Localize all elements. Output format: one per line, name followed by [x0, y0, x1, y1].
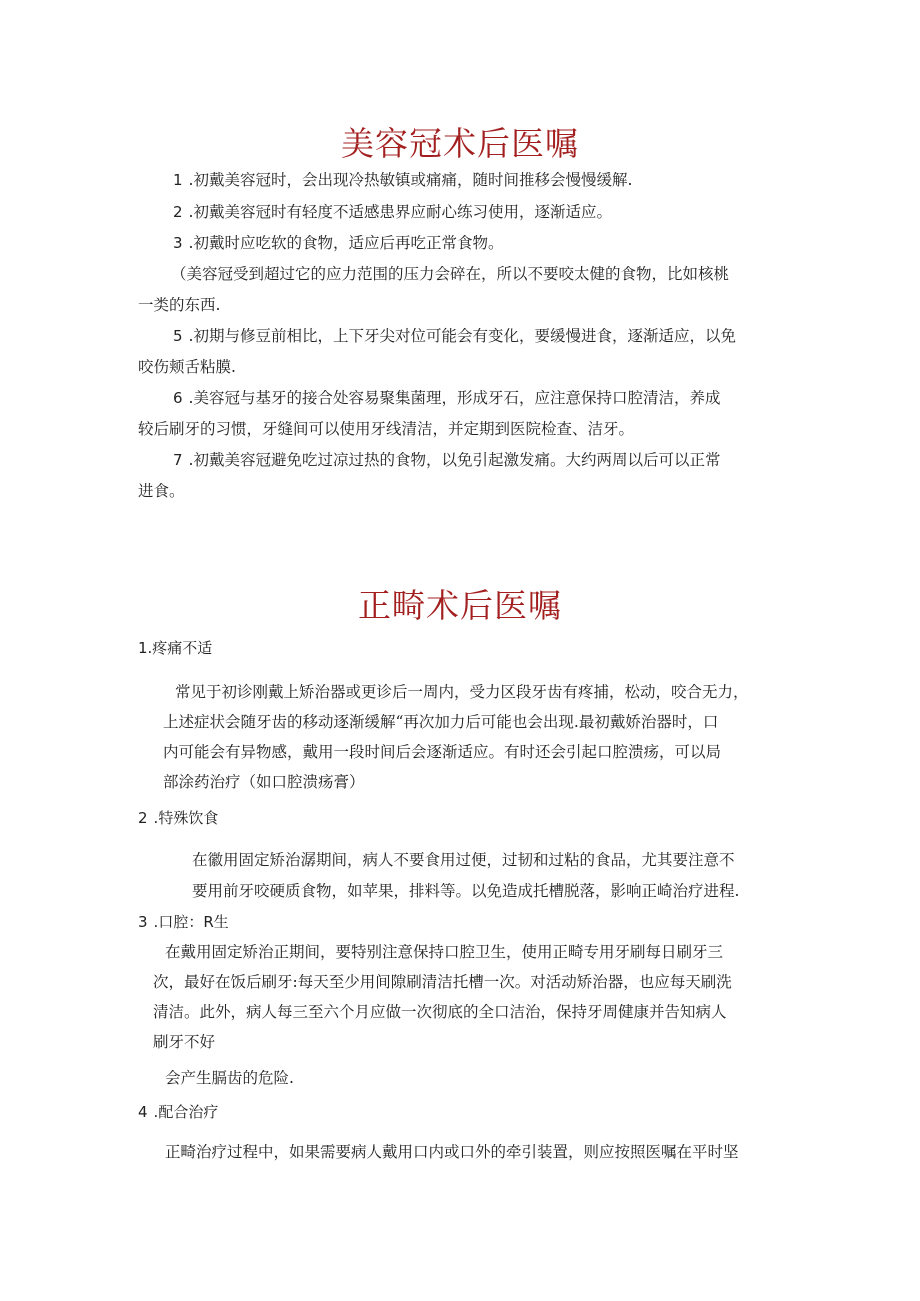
s1-item5-line1: 5 .初期与修豆前相比，上下牙尖对位可能会有变化，要缓慢进食，逐渐适应，以免 [173, 327, 736, 345]
s2-p2-line1: 在徽用固定矫治潺期间，病人不要食用过便，过韧和过粘的食品，尤其要注意不 [192, 851, 735, 869]
s1-item2-line1: 2 .初戴美容冠时有轻度不适感患界应耐心练习使用，逐渐适应。 [173, 203, 612, 221]
s1-item7-line2: 进食。 [138, 482, 185, 500]
s1-item1-line1: 1 .初戴美容冠时，会出现冷热敏镇或痛痛，随时间推移会慢慢缓解. [173, 171, 633, 189]
s2-p1-line3: 内可能会有异物感，戴用一段时间后会逐渐适应。有时还会引起口腔溃疡，可以局 [163, 743, 722, 761]
s2-p3-line4: 刷牙不好 [153, 1033, 216, 1051]
s1-item6-line1: 6 .美容冠与基牙的接合处容易聚集菌理，形成牙石，应注意保持口腔清洁，养成 [173, 389, 721, 407]
section2-title: 正畸术后医嘱 [358, 586, 562, 625]
s1-item5-line2: 咬伤颊舌粘膜. [138, 358, 236, 376]
s2-heading4: 4 .配合治疗 [138, 1103, 219, 1121]
s1-item3-line1: 3 .初戴时应吃软的食物，适应后再吃正常食物。 [173, 234, 504, 252]
s2-p1-line1: 常见于初诊刚戴上矫治器或更诊后一周内，受力区段牙齿有疼捕，松动，咬合无力， [175, 683, 749, 701]
s2-heading2: 2 .特殊饮食 [138, 809, 219, 827]
s1-item6-line2: 较后刷牙的习惯，牙缝间可以使用牙线清洁，并定期到医院检查、洁牙。 [138, 420, 635, 438]
s2-p2-line2: 要用前牙咬硬质食物，如苹果，排料等。以免造成托槽脱落，影响正崎治疗进程. [192, 882, 740, 900]
section1-title: 美容冠术后医嘱 [341, 124, 579, 163]
s2-p4-line1: 正畸治疗过程中，如果需要病人戴用口内或口外的牵引装置，则应按照医嘱在平时坚 [165, 1143, 739, 1161]
s2-p3-line5: 会产生膈齿的危险. [165, 1069, 294, 1087]
s1-item7-line1: 7 .初戴美容冠避免吃过凉过热的食物，以免引起激发痛。大约两周以后可以正常 [173, 451, 721, 469]
s1-item5-num: 5 [173, 327, 183, 345]
s2-p1-line4: 部涂药治疗（如口腔溃疡膏） [163, 773, 365, 791]
s1-item3-num: 3 [173, 234, 183, 252]
s1-item6-num: 6 [173, 389, 183, 407]
s2-heading3: 3 .口腔：R生 [138, 913, 229, 931]
s1-note-line1: （美容冠受到超过它的应力范围的压力会碎在，所以不要咬太健的食物，比如核桃 [171, 265, 730, 283]
s1-item2-num: 2 [173, 203, 183, 221]
s1-note-line2: 一类的东西. [138, 296, 221, 314]
s1-item1-num: 1 [173, 171, 183, 189]
s2-heading1: 1.疼痛不适 [138, 639, 213, 657]
s2-p1-line2: 上述症状会随牙齿的移动逐渐缓解“再次加力后可能也会出现.最初戴娇治器时，口 [163, 713, 719, 731]
s2-p3-line1: 在戴用固定矫治正期间，要特别注意保持口腔卫生，使用正畸专用牙刷每日刷牙三 [165, 943, 724, 961]
s2-p3-line2: 次，最好在饭后刷牙:每天至少用间隙刷清洁托槽一次。对活动矫治器，也应每天刷洗 [153, 973, 732, 991]
s2-p3-line3: 清洁。此外，病人每三至六个月应做一次彻底的全口洁治，保持牙周健康并告知病人 [153, 1003, 727, 1021]
s1-item7-num: 7 [173, 451, 183, 469]
